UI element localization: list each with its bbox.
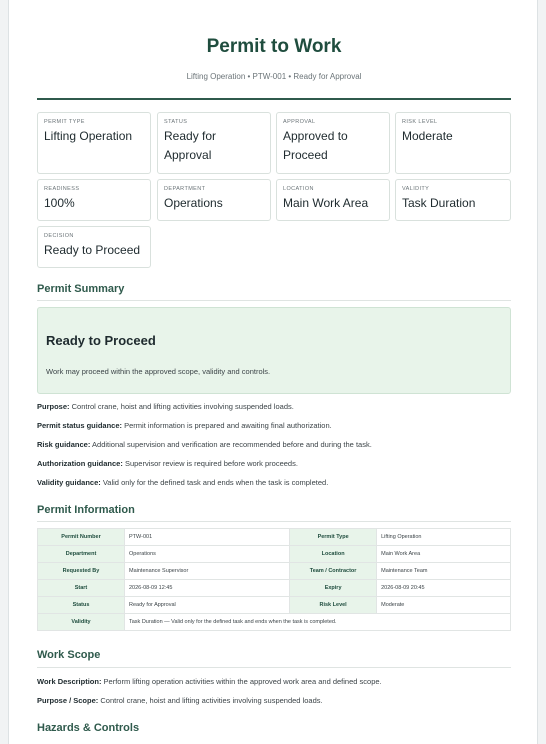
table-row — [38, 580, 511, 597]
section-divider — [37, 521, 511, 522]
table-row — [38, 563, 511, 580]
table-key: Team / Contractor — [290, 563, 377, 580]
card-value: Lifting Operation — [44, 129, 133, 143]
section-heading-permit-information: Permit Information — [37, 504, 135, 516]
table-value: Maintenance Team — [377, 563, 511, 580]
table-key: Department — [38, 546, 125, 563]
line-text: Valid only for the defined task and ends when the task is completed. — [102, 478, 329, 487]
page-subtitle: Lifting Operation • PTW-001 • Ready for Approval — [186, 72, 362, 81]
summary-line-validity-guidance — [37, 478, 328, 487]
summary-line-authorization-guidance — [37, 459, 298, 468]
table-row — [38, 597, 511, 614]
table-value: Task Duration — Valid only for the defined task and ends when the task is completed. — [125, 614, 511, 631]
card-label: RISK LEVEL — [402, 119, 438, 125]
card-value: Moderate — [402, 129, 453, 143]
summary-line-risk-guidance — [37, 440, 372, 449]
card-value: Ready for Approval — [164, 129, 217, 162]
summary-status-box — [37, 307, 511, 394]
card-label: PERMIT TYPE — [44, 119, 85, 125]
section-divider — [37, 300, 511, 301]
line-label: Purpose: — [37, 402, 70, 411]
table-value: 2026-08-09 20:45 — [377, 580, 511, 597]
section-heading-hazards-controls: Hazards & Controls — [37, 722, 140, 734]
card-department — [157, 179, 271, 221]
summary-status-description: Work may proceed within the approved scope, validity and controls. — [46, 367, 271, 376]
card-value: Approved to Proceed — [283, 129, 348, 162]
card-decision — [37, 226, 151, 268]
table-key: Permit Type — [290, 529, 377, 546]
table-value: Maintenance Supervisor — [125, 563, 290, 580]
card-label: STATUS — [164, 119, 188, 125]
card-label: APPROVAL — [283, 119, 316, 125]
line-text: Permit information is prepared and awaiting final authorization. — [124, 421, 332, 430]
document-body — [37, 0, 511, 744]
table-key: Risk Level — [290, 597, 377, 614]
line-label: Risk guidance: — [37, 440, 91, 449]
card-label: READINESS — [44, 186, 80, 192]
table-row — [38, 546, 511, 563]
card-label: VALIDITY — [402, 186, 430, 192]
table-value: PTW-001 — [125, 529, 290, 546]
page-title: Permit to Work — [206, 36, 342, 57]
card-validity — [395, 179, 511, 221]
line-text: Perform lifting operation activities within the approved work area and defined scope. — [103, 677, 382, 686]
card-risk-level — [395, 112, 511, 174]
scope-line-work-description — [37, 677, 382, 686]
card-value: Task Duration — [402, 196, 476, 210]
table-value: Main Work Area — [377, 546, 511, 563]
table-key: Status — [38, 597, 125, 614]
line-label: Purpose / Scope: — [37, 696, 99, 705]
card-value: 100% — [44, 196, 75, 210]
table-key: Validity — [38, 614, 125, 631]
card-label: DEPARTMENT — [164, 186, 206, 192]
line-text: Control crane, hoist and lifting activities involving suspended loads. — [100, 696, 323, 705]
line-label: Work Description: — [37, 677, 102, 686]
table-key: Location — [290, 546, 377, 563]
table-key: Start — [38, 580, 125, 597]
card-value: Operations — [164, 196, 223, 210]
card-value: Main Work Area — [283, 196, 369, 210]
table-value: 2026-08-09 12:45 — [125, 580, 290, 597]
line-label: Validity guidance: — [37, 478, 101, 487]
table-key: Permit Number — [38, 529, 125, 546]
line-label: Permit status guidance: — [37, 421, 123, 430]
card-label: LOCATION — [283, 186, 314, 192]
table-value: Lifting Operation — [377, 529, 511, 546]
summary-line-status-guidance — [37, 421, 332, 430]
table-key: Expiry — [290, 580, 377, 597]
permit-document — [8, 0, 538, 744]
card-approval — [276, 112, 390, 174]
permit-information-table — [37, 528, 511, 631]
table-value: Moderate — [377, 597, 511, 614]
card-value: Ready to Proceed — [44, 243, 141, 257]
line-text: Additional supervision and verification are recommended before and during the task. — [92, 440, 372, 449]
table-value: Operations — [125, 546, 290, 563]
line-text: Supervisor review is required before work proceeds. — [124, 459, 298, 468]
card-location — [276, 179, 390, 221]
table-key: Requested By — [38, 563, 125, 580]
header-divider — [37, 98, 511, 100]
card-permit-type — [37, 112, 151, 174]
card-status — [157, 112, 271, 174]
table-row — [38, 529, 511, 546]
line-text: Control crane, hoist and lifting activities involving suspended loads. — [71, 402, 294, 411]
card-label: DECISION — [44, 233, 74, 239]
line-label: Authorization guidance: — [37, 459, 123, 468]
summary-status-title: Ready to Proceed — [46, 333, 156, 348]
summary-line-purpose — [37, 402, 294, 411]
section-divider — [37, 667, 511, 668]
card-readiness — [37, 179, 151, 221]
section-heading-work-scope: Work Scope — [37, 649, 101, 661]
table-row — [38, 614, 511, 631]
table-value: Ready for Approval — [125, 597, 290, 614]
section-heading-permit-summary: Permit Summary — [37, 283, 125, 295]
scope-line-purpose — [37, 696, 323, 705]
